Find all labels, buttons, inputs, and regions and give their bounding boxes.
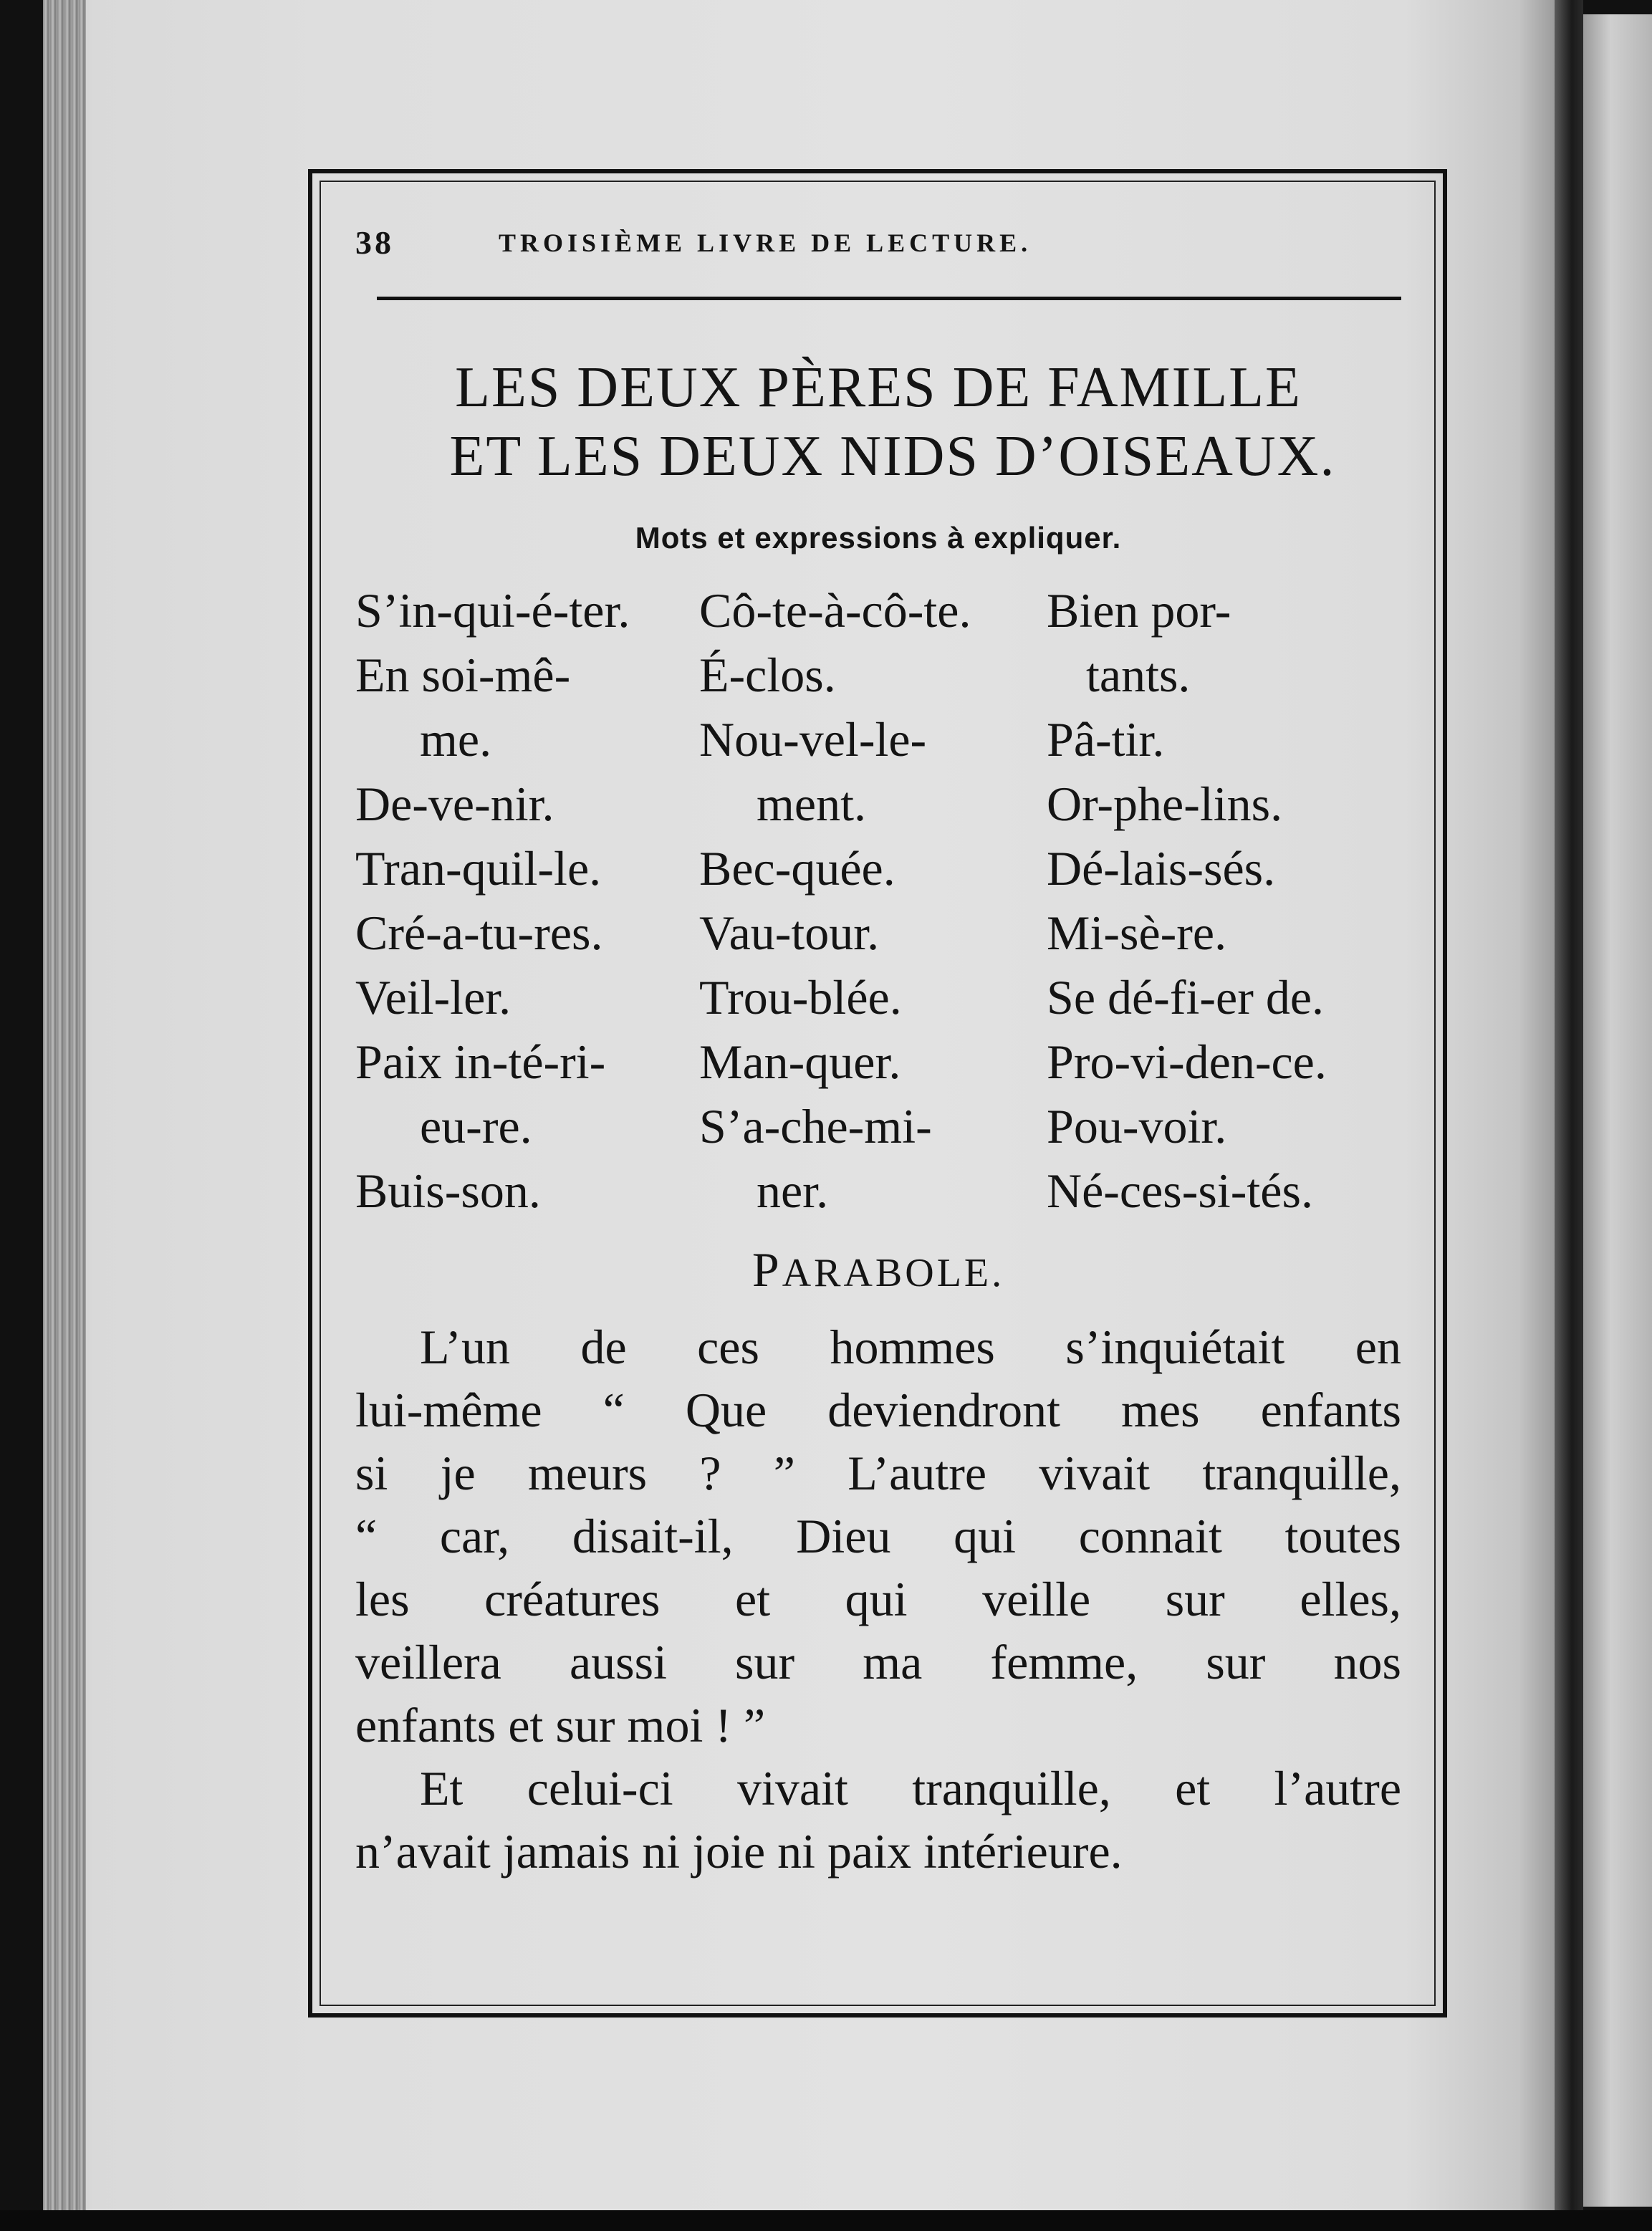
lesson-title-line-1: LES DEUX PÈRES DE FAMILLE [455,356,1302,419]
vocab-word: Tran-quil-le. [355,841,602,896]
vocab-heading: Mots et expressions à expliquer. [635,521,1122,555]
vocab-word: Paix in-té-ri- [355,1035,606,1089]
vocab-word: S’a-che-mi- [699,1099,932,1153]
lesson-title [355,353,1401,491]
paragraph-line: Et celui-ci vivait tranquille, et l’autre [420,1761,1401,1815]
vocab-word: Nou-vel-le- [699,712,927,767]
vocab-word: Cô-te-à-cô-te. [699,583,971,638]
vocab-word: Cré-a-tu-res. [355,906,603,960]
page-number: 38 [355,224,394,261]
header-rule [377,297,1401,300]
vocab-word: Mi-sè-re. [1047,906,1227,960]
vocab-word: S’in-qui-é-ter. [355,583,630,638]
paragraph-line: les créatures et qui veille sur elles, [355,1572,1401,1626]
vocab-word: tants. [1086,648,1191,702]
paragraph-2 [355,1757,1401,1883]
vocab-word: É-clos. [699,648,836,702]
vocab-word: eu-re. [420,1099,532,1153]
vocab-word: Buis-son. [355,1164,541,1218]
vocab-word: Pro-vi-den-ce. [1047,1035,1327,1089]
page-content [355,224,1401,1883]
vocab-word: Trou-blée. [699,970,902,1025]
paragraph-line: lui-même “ Que deviendront mes enfants [355,1383,1401,1437]
vocab-word: ner. [757,1164,829,1218]
vocab-word: Vau-tour. [699,906,880,960]
vocab-word: En soi-mê- [355,648,571,702]
page-edges [43,0,86,2210]
vocab-word: Né-ces-si-tés. [1047,1164,1313,1218]
running-head [355,224,1401,275]
paragraph-line: L’un de ces hommes s’inquiétait en [420,1320,1401,1374]
vocab-word: ment. [757,777,866,831]
vocab-list [355,578,1401,1223]
book-page [43,0,1555,2210]
vocab-word: Man-quer. [699,1035,901,1089]
vocab-word: Pâ-tir. [1047,712,1165,767]
paragraph-line: n’avait jamais ni joie ni paix intérieure. [355,1824,1123,1879]
vocab-word: Pou-voir. [1047,1099,1227,1153]
vocab-word: me. [420,712,492,767]
lesson-title-line-2: ET LES DEUX NIDS D’OISEAUX. [449,425,1336,488]
vocab-word: Dé-lais-sés. [1047,841,1276,896]
paragraph-line: si je meurs ? ” L’autre vivait tranquille, [355,1446,1401,1500]
vocab-word: Se dé-fi-er de. [1047,970,1325,1025]
running-title: TROISIÈME LIVRE DE LECTURE. [499,229,1032,257]
bottom-shadow [0,2210,1652,2231]
paragraph-line: “ car, disait-il, Dieu qui connait toutes [355,1509,1401,1563]
section-heading-initial: P [751,1242,782,1297]
vocab-column-2 [699,578,971,1223]
section-heading [355,1242,1401,1298]
vocab-word: De-ve-nir. [355,777,554,831]
vocab-word: Bien por- [1047,583,1231,638]
vocab-column-3 [1047,578,1327,1223]
book-gutter [1555,0,1583,2231]
vocab-word: Or-phe-lins. [1047,777,1283,831]
paragraph-1 [355,1315,1401,1757]
section-heading-rest: ARABOLE. [782,1251,1005,1295]
vocab-column-1 [355,578,630,1223]
vocab-word: Bec-quée. [699,841,895,896]
vocab-word: Veil-ler. [355,970,512,1025]
facing-page-edge [1583,14,1652,2207]
paragraph-line: veillera aussi sur ma femme, sur nos [355,1635,1401,1689]
paragraph-line: enfants et sur moi ! ” [355,1698,766,1752]
page-frame [308,169,1447,2018]
